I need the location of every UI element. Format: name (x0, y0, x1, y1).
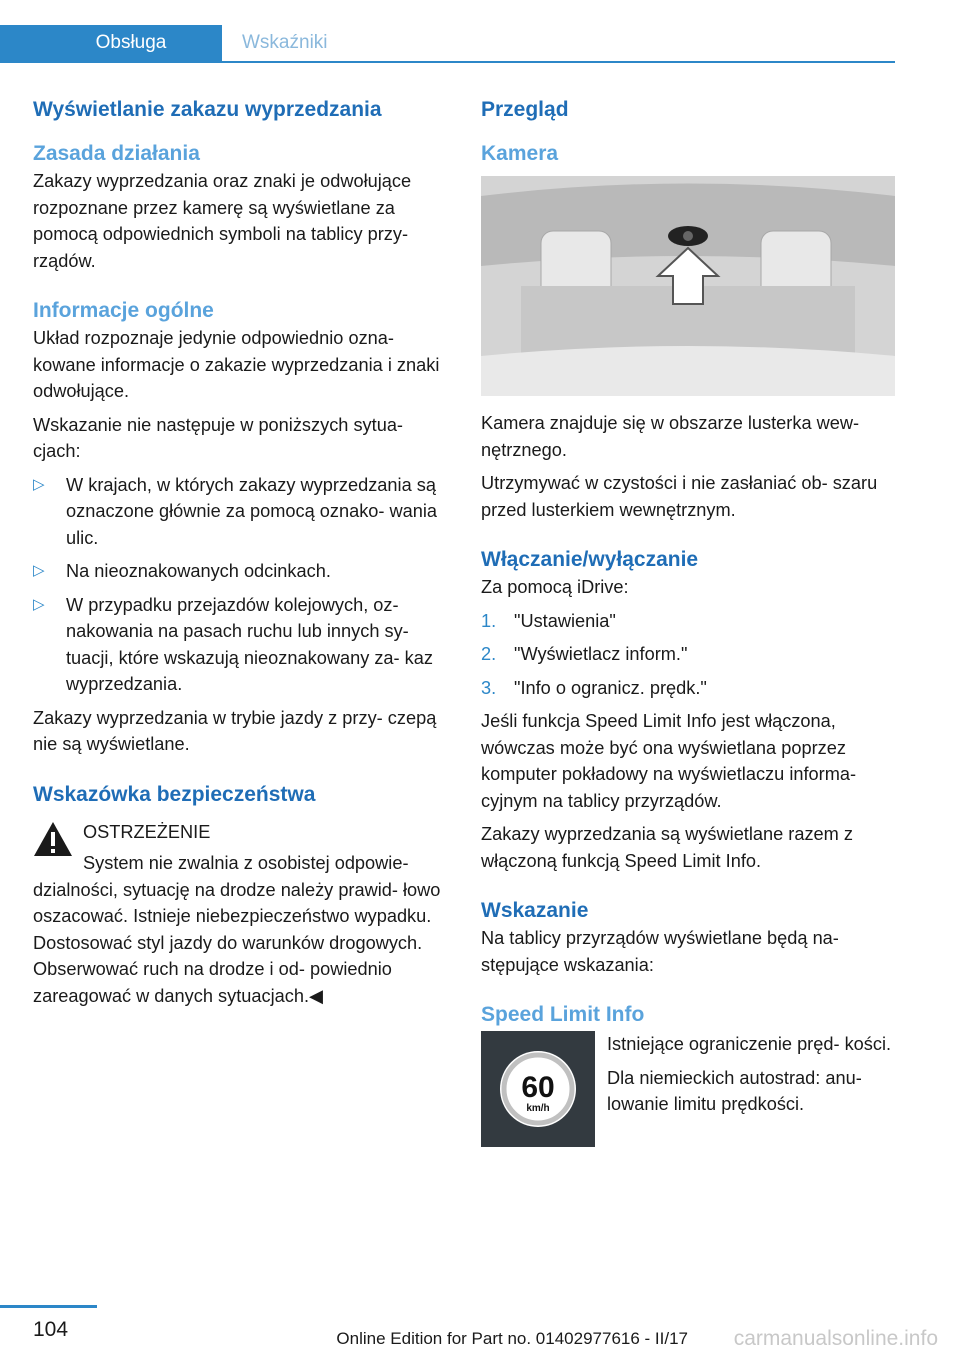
heading-wskazowka: Wskazówka bezpieczeństwa (33, 782, 316, 806)
section-title: Przegląd (481, 98, 569, 121)
warning-text: dzialności, sytuację na drodze należy prawid‐ łowo oszacować. Istnieje niebezpieczeństwo wypadku. Dostosować styl jazdy do warunków drogowych. Obserwować ruch na drodze i od‐ powiednio zareagować w danych sytuacjach.◀ (33, 879, 441, 1006)
camera-location-photo (481, 176, 895, 396)
watermark: carmanualsonline.info (733, 1327, 938, 1350)
list-item: ▷ W krajach, w których zakazy wyprzedzania są oznaczone głównie za pomocą oznako‐ wania ulic. (33, 472, 447, 552)
heading-informacje: Informacje ogólne (33, 299, 214, 322)
triangle-bullet-icon: ▷ (33, 595, 45, 613)
bullet-list (33, 472, 447, 698)
paragraph: Za pomocą iDrive: (481, 577, 629, 597)
right-column (481, 96, 895, 1151)
list-item: 2. "Wyświetlacz inform." (481, 644, 688, 664)
triangle-bullet-icon: ▷ (33, 475, 45, 493)
paragraph: Kamera znajduje się w obszarze lusterka wew‐ nętrznego. (481, 413, 860, 460)
edition-note: Online Edition for Part no. 01402977616 - II/17 (336, 1329, 688, 1348)
paragraph: Dla niemieckich autostrad: anu‐ lowanie limitu prędkości. (607, 1067, 862, 1114)
paragraph: Układ rozpoznaje jedynie odpowiednio ozna‐ kowane informacje o zakazie wyprzedzania i znaki odwołujące. (33, 328, 440, 401)
paragraph: Zakazy wyprzedzania w trybie jazdy z przy‐ czepą nie są wyświetlane. (33, 707, 437, 754)
paragraph: Utrzymywać w czystości i nie zasłaniać ob‐ szaru przed lusterkiem wewnętrznym. (481, 473, 878, 520)
list-item: 3. "Info o ogranicz. prędk." (481, 677, 707, 698)
steps-list (481, 608, 895, 702)
paragraph: Zakazy wyprzedzania są wyświetlane razem z włączoną funkcją Speed Limit Info. (481, 824, 853, 871)
speed-limit-sign-icon (481, 1031, 595, 1147)
paragraph: Istniejące ograniczenie pręd‐ kości. (607, 1034, 892, 1054)
svg-text:60: 60 (521, 1071, 555, 1104)
warning-block (33, 819, 447, 1010)
warning-triangle-icon (33, 821, 73, 857)
warning-title: OSTRZEŻENIE (83, 821, 211, 842)
heading-wlaczanie: Włączanie/wyłączanie (481, 548, 699, 571)
svg-text:km/h: km/h (526, 1103, 550, 1114)
header-tabs (0, 25, 895, 63)
speed-limit-info-text (607, 1031, 897, 1125)
tab-obsluga[interactable]: Obsługa (0, 25, 222, 61)
left-column (33, 96, 447, 1009)
triangle-bullet-icon: ▷ (33, 562, 45, 579)
heading-speed-limit-info: Speed Limit Info (481, 1003, 645, 1026)
heading-kamera: Kamera (481, 142, 559, 165)
heading-zasada: Zasada działania (33, 142, 200, 165)
page-number: 104 (33, 1318, 69, 1341)
warning-line: System nie zwalnia z osobistej odpowie‐ (83, 853, 409, 873)
list-item: ▷ W przypadku przejazdów kolejowych, oz‐ nakowania na pasach ruchu lub innych sy‐ tuacji, które wskazują nieoznakowany za‐ kaz wyprzedzania. (33, 592, 447, 698)
heading-wskazanie: Wskazanie (481, 899, 589, 922)
footer-rule (0, 1305, 97, 1308)
list-item: 1. "Ustawienia" (481, 610, 616, 631)
paragraph: Zakazy wyprzedzania oraz znaki je odwołujące rozpoznane przez kamerę są wyświetlane za pomocą odpowiednich symboli na tablicy przy‐ rządów. (33, 171, 412, 271)
speed-limit-info-row (481, 1031, 895, 1151)
tab-wskazniki[interactable]: Wskaźniki (242, 32, 328, 53)
paragraph: Na tablicy przyrządów wyświetlane będą na‐ stępujące wskazania: (481, 928, 839, 975)
paragraph: Jeśli funkcja Speed Limit Info jest włączona, wówczas może być ona wyświetlana poprzez komputer pokładowy na wyświetlaczu informa‐ cyjnym na tablicy przyrządów. (481, 711, 857, 811)
paragraph: Wskazanie nie następuje w poniższych sytua‐ cjach: (33, 414, 403, 461)
list-item: ▷ Na nieoznakowanych odcinkach. (33, 558, 447, 585)
section-title: Wyświetlanie zakazu wyprzedzania (33, 98, 382, 121)
